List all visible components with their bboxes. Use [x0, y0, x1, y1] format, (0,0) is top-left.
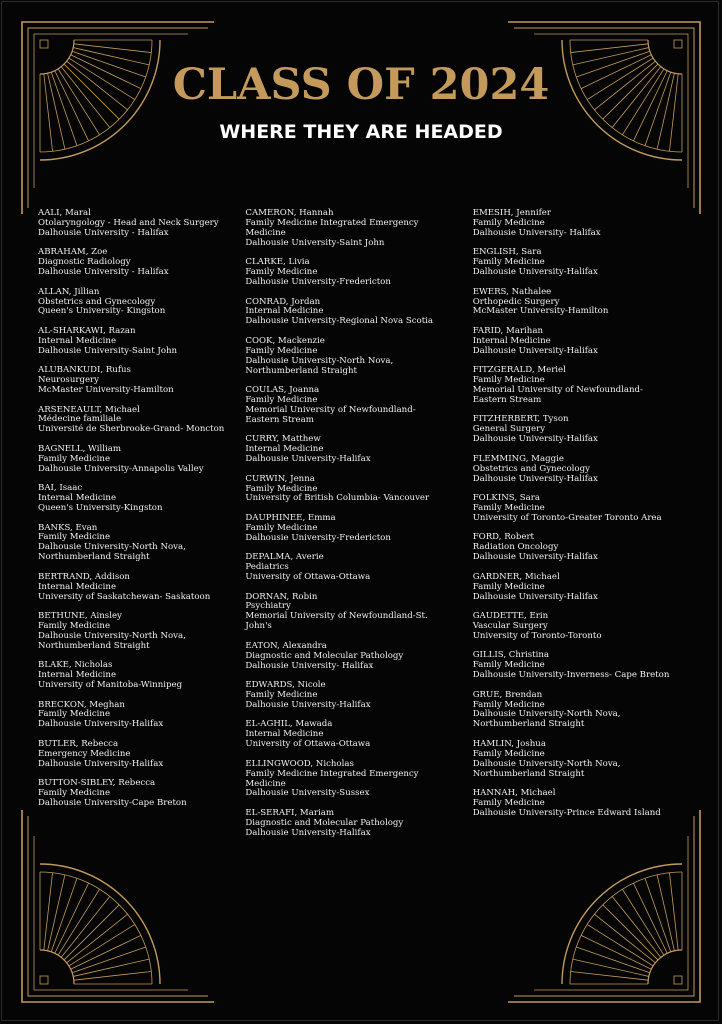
residency-location: Dalhousie University-North Nova, [245, 355, 394, 366]
residency-program: Family Medicine [245, 522, 318, 533]
residency-location: Dalhousie University - Halifax [38, 267, 169, 278]
residency-program: Family Medicine [245, 394, 318, 405]
residency-program: Family Medicine [472, 748, 545, 759]
residency-location: Dalhousie University- Halifax [472, 227, 601, 238]
residency-location: Memorial University of Newfoundland- [245, 404, 416, 415]
residency-location: Dalhousie University-Halifax [472, 591, 598, 602]
graduate-name: CURRY, Matthew [245, 434, 321, 445]
residency-location: Medicine [245, 227, 286, 238]
graduate-entry [245, 298, 472, 328]
residency-program: Family Medicine [38, 453, 111, 464]
graduate-name: FARID, Marihan [472, 325, 543, 336]
residency-program: Diagnostic Radiology [38, 257, 131, 268]
graduate-entry [245, 337, 472, 377]
residency-location: Dalhousie University- Halifax [245, 660, 374, 671]
graduate-name: AL-SHARKAWI, Razan [38, 325, 136, 336]
residency-location: Dalhousie University-Regional Nova Scotia [245, 316, 434, 327]
residency-location: Northumberland Straight [38, 640, 150, 651]
graduate-entry [473, 494, 702, 524]
graduate-name: EL-AGHIL, Mawada [245, 719, 333, 730]
graduate-name: GARDNER, Michael [472, 571, 560, 582]
residency-program: Family Medicine Integrated Emergency [245, 768, 419, 779]
residency-location: Université de Sherbrooke-Grand- Moncton [38, 424, 225, 435]
residency-location: Dalhousie University-Prince Edward Island [472, 807, 661, 818]
residency-program: Emergency Medicine [38, 748, 131, 759]
graduate-entry [473, 455, 702, 485]
graduate-name: ALUBANKUDI, Rufus [38, 365, 131, 376]
residency-location: Northumberland Straight [38, 552, 150, 563]
residency-location: Eastern Stream [472, 394, 542, 405]
residency-program: Obstetrics and Gynecology [472, 463, 590, 474]
residency-location: Queen's University-Kingston [38, 503, 163, 513]
residency-program: Family Medicine [472, 660, 545, 671]
residency-program: Internal Medicine [38, 493, 117, 504]
graduate-entry [473, 651, 702, 681]
residency-program: Family Medicine [472, 503, 545, 513]
graduate-name: BRECKON, Meghan [38, 699, 125, 710]
graduate-name: ARSENEAULT, Michael [38, 404, 140, 415]
residency-location: Dalhousie University-Sussex [245, 788, 370, 799]
graduate-name: DORNAN, Robin [245, 591, 318, 602]
graduate-name: CURWIN, Jenna [245, 473, 315, 484]
residency-program: Neurosurgery [38, 375, 100, 386]
residency-program: Family Medicine [245, 483, 318, 494]
residency-location: McMaster University-Hamilton [38, 385, 174, 396]
residency-location: Dalhousie University-Inverness- Cape Breton [472, 670, 670, 681]
graduate-name: HAMLIN, Joshua [472, 738, 546, 749]
graduate-entry [38, 701, 245, 731]
residency-program: Vascular Surgery [472, 620, 548, 631]
graduate-entry [38, 209, 245, 239]
residency-location: Dalhousie University-Halifax [472, 473, 598, 484]
graduate-name: GILLIS, Christina [472, 650, 550, 661]
residency-program: Obstetrics and Gynecology [38, 296, 156, 307]
graduate-name: ALLAN, Jillian [38, 286, 100, 297]
graduate-entry [245, 475, 472, 505]
graduate-name: EDWARDS, Nicole [245, 680, 326, 691]
graduate-name: BERTRAND, Addison [38, 571, 130, 582]
residency-program: Orthopedic Surgery [472, 296, 560, 307]
graduate-entry [473, 612, 702, 642]
graduate-entry [473, 327, 702, 357]
graduate-entry [38, 248, 245, 278]
residency-program: Pediatrics [245, 562, 289, 573]
graduate-entry [245, 642, 472, 672]
residency-location: Dalhousie University-Halifax [245, 454, 371, 465]
graduate-entry [38, 661, 245, 691]
graduate-name: BUTLER, Rebecca [38, 738, 119, 749]
residency-location: Dalhousie University-Halifax [472, 267, 598, 278]
residency-location: University of British Columbia- Vancouver [245, 493, 430, 504]
graduate-entry [38, 366, 245, 396]
residency-program: Family Medicine [245, 267, 318, 278]
graduate-entry [38, 573, 245, 603]
graduate-name: BUTTON-SIBLEY, Rebecca [38, 778, 156, 789]
residency-location: Dalhousie University-Halifax [245, 827, 371, 838]
graduate-name: BLAKE, Nicholas [38, 660, 113, 671]
residency-location: Dalhousie University-North Nova, [38, 630, 186, 641]
graduate-name: EMESIH, Jennifer [472, 208, 551, 218]
residency-location: Dalhousie University-Halifax [472, 345, 598, 356]
graduate-entry [245, 553, 472, 583]
residency-location: University of Ottawa-Ottawa [245, 572, 371, 583]
residency-location: Eastern Stream [245, 414, 314, 425]
graduate-name: EL-SERAFI, Mariam [245, 807, 334, 818]
graduate-name: AALI, Maral [38, 208, 91, 218]
graduate-name: FORD, Robert [472, 532, 535, 543]
residency-location: Dalhousie University-Halifax [38, 719, 164, 730]
graduate-entry [473, 366, 702, 406]
graduate-entry [473, 740, 702, 780]
residency-program: Internal Medicine [38, 670, 117, 681]
graduate-entry [245, 386, 472, 426]
residency-location: John's [245, 621, 272, 632]
residency-location: Dalhousie University-Cape Breton [38, 798, 187, 808]
graduate-name: BAGNELL, William [38, 443, 122, 454]
graduate-entry [38, 406, 245, 436]
residency-location: University of Toronto-Toronto [472, 630, 602, 641]
residency-program: Family Medicine [472, 217, 545, 228]
graduate-entry [38, 288, 245, 318]
graduate-name: BETHUNE, Ainsley [38, 611, 122, 622]
graduate-name: EATON, Alexandra [245, 640, 327, 651]
residency-location: University of Saskatchewan- Saskatoon [38, 591, 211, 602]
graduate-entry [473, 209, 702, 239]
residency-location: Dalhousie University-North Nova, [38, 542, 186, 553]
residency-program: Diagnostic and Molecular Pathology [245, 650, 404, 661]
residency-location: Dalhousie University-Halifax [245, 699, 371, 710]
graduate-name: ENGLISH, Sara [472, 247, 542, 258]
graduate-entry [473, 573, 702, 603]
graduate-name: ABRAHAM, Zoe [38, 247, 108, 258]
graduate-entry [38, 740, 245, 770]
residency-location: Dalhousie University-Fredericton [245, 532, 391, 543]
residency-location: Dalhousie University - Halifax [38, 227, 169, 238]
residency-program: Otolaryngology - Head and Neck Surgery [38, 217, 219, 228]
graduate-entry [245, 258, 472, 288]
residency-program: Family Medicine [472, 798, 545, 808]
graduate-entry [473, 789, 702, 819]
graduate-name: DAUPHINEE, Emma [245, 512, 336, 523]
graduate-name: COOK, Mackenzie [245, 335, 325, 346]
residency-location: Dalhousie University-Annapolis Valley [38, 463, 204, 474]
page-title: CLASS OF 2024 [172, 60, 550, 110]
residency-program: Family Medicine [472, 581, 545, 592]
residency-program: Internal Medicine [245, 729, 324, 740]
residency-location: Northumberland Straight [245, 365, 357, 376]
residency-program: General Surgery [472, 424, 546, 435]
residency-location: Memorial University of Newfoundland-St. [245, 611, 428, 622]
residency-program: Internal Medicine [38, 581, 117, 592]
art-deco-corner-ornament [504, 18, 704, 218]
graduate-entry [38, 445, 245, 475]
graduate-entry [38, 484, 245, 514]
graduate-entry [473, 415, 702, 445]
graduate-name: GAUDETTE, Erin [472, 611, 549, 622]
residency-program: Diagnostic and Molecular Pathology [245, 817, 404, 828]
residency-program: Family Medicine [38, 788, 111, 799]
residency-location: University of Toronto-Greater Toronto Area [472, 512, 662, 523]
page-subtitle: WHERE THEY ARE HEADED [219, 121, 503, 143]
graduates-column-2 [245, 209, 472, 849]
graduate-entry [245, 681, 472, 711]
graduate-entry [245, 809, 472, 839]
graduate-entry [473, 533, 702, 563]
graduate-name: FLEMMING, Maggie [472, 453, 564, 464]
residency-program: Internal Medicine [245, 444, 324, 455]
residency-program: Family Medicine [472, 699, 545, 710]
graduate-name: COULAS, Joanna [245, 385, 320, 396]
graduate-entry [245, 209, 472, 249]
residency-program: Family Medicine [38, 532, 111, 543]
residency-location: Dalhousie University-Fredericton [245, 277, 391, 288]
graduate-entry [245, 760, 472, 800]
graduate-entry [245, 593, 472, 633]
residency-location: University of Manitoba-Winnipeg [38, 680, 183, 691]
residency-program: Radiation Oncology [472, 542, 559, 553]
residency-program: Médecine familiale [38, 414, 122, 425]
graduate-entry [473, 288, 702, 318]
residency-program: Internal Medicine [472, 335, 551, 346]
graduate-entry [245, 514, 472, 544]
graduate-name: FOLKINS, Sara [472, 493, 541, 504]
residency-program: Family Medicine [245, 689, 318, 700]
residency-location: Dalhousie University-Halifax [38, 758, 164, 769]
residency-location: University of Ottawa-Ottawa [245, 739, 371, 750]
graduate-name: ELLINGWOOD, Nicholas [245, 758, 354, 769]
graduate-name: FITZHERBERT, Tyson [472, 414, 569, 425]
graduate-name: DEPALMA, Averie [245, 552, 324, 563]
residency-program: Family Medicine Integrated Emergency [245, 217, 419, 228]
residency-location: Memorial University of Newfoundland- [472, 385, 643, 396]
graduate-entry [473, 248, 702, 278]
residency-program: Internal Medicine [38, 335, 117, 346]
residency-location: Dalhousie University-Saint John [38, 345, 178, 356]
graduate-entry [38, 327, 245, 357]
residency-program: Family Medicine [38, 709, 111, 720]
graduate-name: CLARKE, Livia [245, 257, 310, 268]
residency-location: Dalhousie University-Halifax [472, 434, 598, 445]
graduate-name: CAMERON, Hannah [245, 208, 334, 218]
residency-program: Family Medicine [472, 375, 545, 386]
graduate-entry [38, 612, 245, 652]
residency-program: Family Medicine [245, 345, 318, 356]
graduate-name: HANNAH, Michael [472, 788, 556, 799]
graduate-entry [245, 435, 472, 465]
graduates-column-1 [38, 209, 245, 849]
graduate-name: CONRAD, Jordan [245, 296, 321, 307]
residency-location: Northumberland Straight [472, 768, 585, 779]
graduates-column-3 [473, 209, 702, 849]
residency-location: Dalhousie University-Saint John [245, 237, 385, 248]
art-deco-corner-ornament [18, 18, 218, 218]
residency-location: Dalhousie University-North Nova, [472, 709, 621, 720]
residency-location: Dalhousie University-North Nova, [472, 758, 621, 769]
residency-location: Northumberland Straight [472, 719, 585, 730]
residency-location: Medicine [245, 778, 286, 789]
graduate-name: FITZGERALD, Meriel [472, 365, 566, 376]
residency-location: Queen's University- Kingston [38, 306, 166, 317]
residency-location: McMaster University-Hamilton [472, 306, 609, 317]
graduate-entry [473, 691, 702, 731]
residency-program: Psychiatry [245, 601, 291, 612]
graduates-list [38, 209, 702, 849]
residency-program: Family Medicine [472, 257, 545, 268]
graduate-name: GRUE, Brendan [472, 689, 543, 700]
graduate-entry [245, 720, 472, 750]
graduate-name: EWERS, Nathalee [472, 286, 552, 297]
residency-program: Family Medicine [38, 620, 111, 631]
graduate-name: BANKS, Evan [38, 522, 98, 533]
graduate-entry [38, 524, 245, 564]
graduate-name: BAI, Isaac [38, 483, 83, 494]
residency-program: Internal Medicine [245, 306, 324, 317]
residency-location: Dalhousie University-Halifax [472, 552, 598, 563]
graduate-entry [38, 779, 245, 809]
